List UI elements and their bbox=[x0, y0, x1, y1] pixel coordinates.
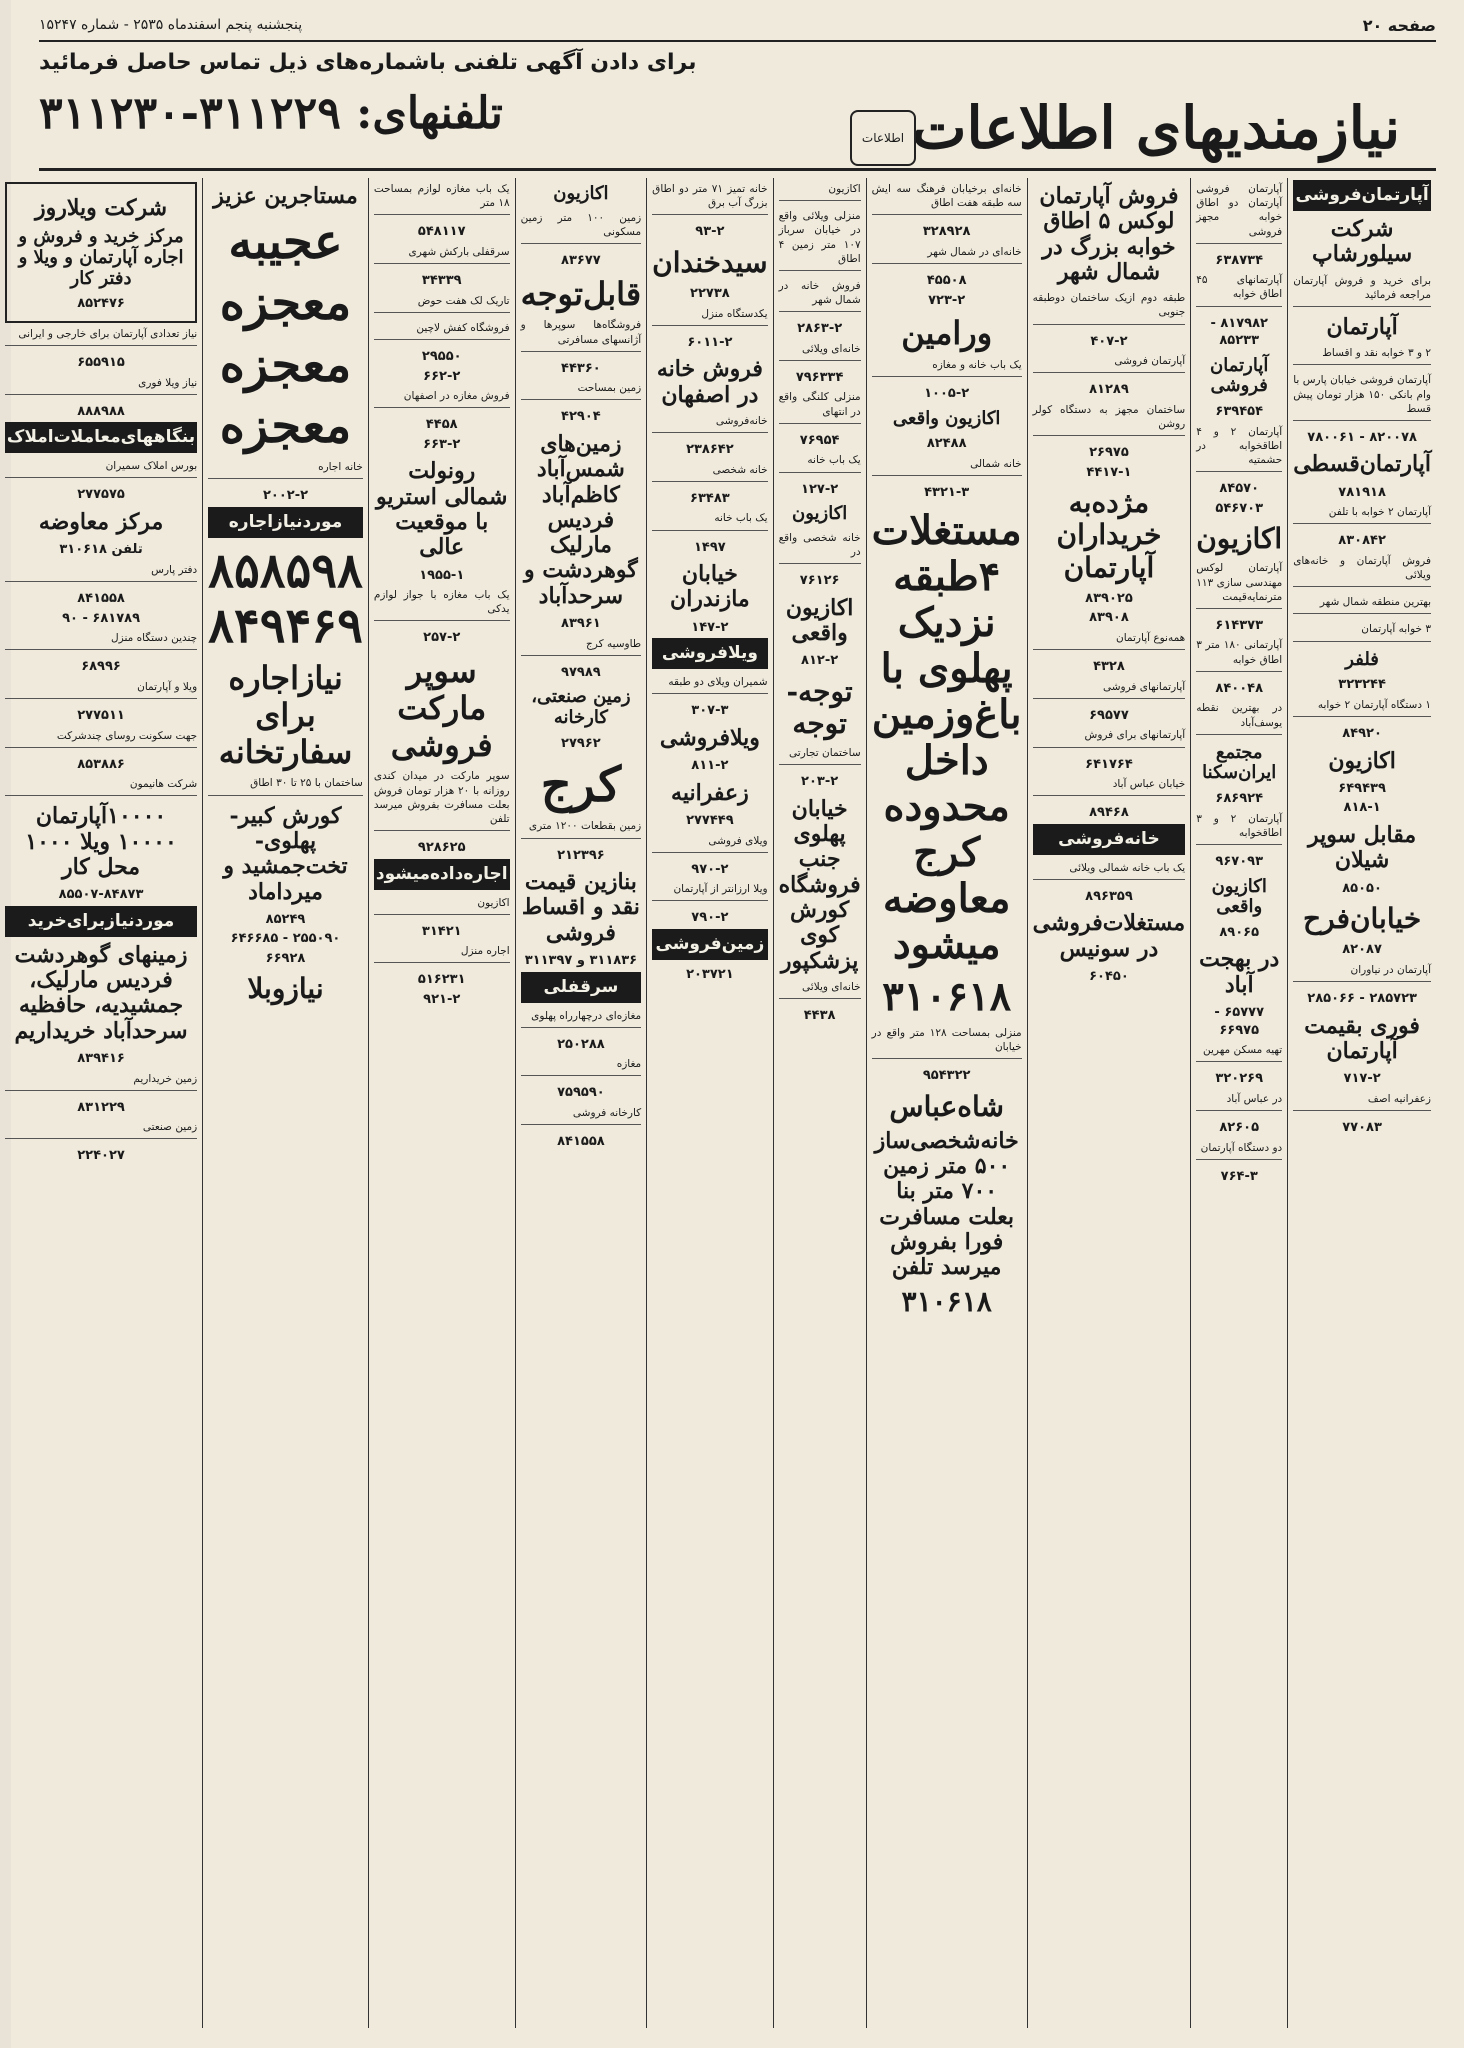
ad-headline: اکازیون واقعی bbox=[785, 594, 854, 646]
ad-headline: فروش خانه در اصفهان bbox=[656, 356, 763, 408]
ad-text: همه‌نوع آپارتمان bbox=[1033, 631, 1186, 650]
ad-text: آپارتمان ۲ و ۳ اطاقخوابه bbox=[1196, 812, 1282, 845]
ad-text: دفتر پارس bbox=[5, 563, 197, 582]
boxed-ad-phone: ۸۵۲۴۷۶ bbox=[77, 296, 125, 312]
ad-text: مغازه‌ای درچهارراه پهلوی bbox=[521, 1009, 642, 1028]
ad-text: منزلی کلنگی واقع در انتهای bbox=[779, 390, 861, 423]
ad-phone: ۲۰۳-۲ bbox=[801, 774, 839, 790]
ad-headline: آپارتمان فروشی bbox=[1210, 354, 1269, 397]
ad-column bbox=[202, 178, 368, 2028]
ad-headline: مجتمع ایران‌سکنا bbox=[1202, 741, 1277, 784]
ad-text: خانه شمالی bbox=[872, 457, 1022, 476]
ad-text: یک باب خانه شمالی ویلائی bbox=[1033, 861, 1186, 880]
ad-headline: در بهجت آباد bbox=[1199, 946, 1280, 998]
ad-headline: مستغلات ۴طبقه نزدیک پهلوی با باغ‌وزمین داخل محدوده کرج معاوضه میشود bbox=[871, 506, 1022, 968]
ad-phone: ۶۸۱۷۸۹ - ۹۰ bbox=[62, 610, 140, 626]
ad-headline: قابل‌توجه bbox=[520, 274, 642, 313]
ad-phone: ۸۴۱۵۵۸ bbox=[77, 591, 125, 607]
ad-headline: سیدخندان bbox=[652, 245, 768, 279]
ad-headline: مژده‌به خریداران آپارتمان bbox=[1056, 486, 1162, 584]
ad-headline: خانه‌شخصی‌ساز ۵۰۰ متر زمین ۷۰۰ متر بنا بعلت مسافرت فورا بفروش میرسد تلفن bbox=[874, 1127, 1019, 1281]
ad-headline: اکازیون bbox=[791, 503, 848, 525]
section-heading: زمین‌فروشی bbox=[652, 929, 767, 960]
ad-phone: ۸۴۰۰۴۸ bbox=[1215, 680, 1264, 696]
ad-text: شمیران ویلای دو طبقه bbox=[652, 675, 767, 694]
ad-phone: ۲۱۲۳۹۶ bbox=[557, 847, 605, 863]
ad-phone: ۹۲۸۶۲۵ bbox=[417, 840, 466, 856]
ad-phone: ۲۰۳۷۲۱ bbox=[686, 966, 734, 982]
ad-text: آپارتمانهای فروشی bbox=[1033, 680, 1186, 699]
ad-phone: ۲۷۷۵۷۵ bbox=[77, 487, 125, 503]
ad-phone: ۱۴۷-۲ bbox=[691, 619, 729, 635]
ad-phone: ۳۲۰۲۶۹ bbox=[1215, 1071, 1264, 1087]
ad-phone: ۲۳۸۶۴۲ bbox=[686, 442, 734, 458]
ad-text: آپارتمان فروشی bbox=[1033, 354, 1186, 373]
ad-phone: ۸۵۵۰۷-۸۴۸۷۳ bbox=[58, 887, 144, 903]
ad-text: سوپر مارکت در میدان کندی روزانه با ۲۰ هزار تومان فروش بعلت مسافرت بفروش میرسد تلفن bbox=[374, 769, 510, 831]
ad-phone: ۳۴۳۳۹ bbox=[421, 273, 462, 289]
ad-phone: ۷۶۹۵۴ bbox=[799, 432, 840, 448]
ad-text: بهترین منطقه شمال شهر bbox=[1293, 595, 1431, 614]
ad-phone: ۸۹۰۶۵ bbox=[1219, 924, 1260, 940]
newspaper-logo bbox=[850, 110, 916, 166]
ad-phone: ۸۳۹۰۸ bbox=[1089, 610, 1129, 626]
ad-headline: مرکز معاوضه bbox=[38, 509, 164, 535]
ad-text: آپارتمان لوکس مهندسی سازی ۱۱۳ مترنمایه‌قیمت bbox=[1196, 561, 1282, 609]
ad-phone: ۹۵۴۳۲۲ bbox=[922, 1067, 971, 1083]
section-heading: اجاره‌داده‌میشود bbox=[374, 859, 510, 890]
ad-headline: خیابان پهلوی جنب فروشگاه کورش کوی پزشکپور bbox=[778, 795, 861, 974]
ad-phone: ۶۴۱۷۶۴ bbox=[1085, 756, 1133, 772]
ad-text: تهیه مسکن مهرین bbox=[1196, 1043, 1282, 1062]
ad-text: دو دستگاه آپارتمان bbox=[1196, 1141, 1282, 1160]
ad-phone: ۲۰۰۲-۲ bbox=[262, 488, 309, 504]
ad-text: نیاز ویلا فوری bbox=[5, 376, 197, 395]
section-heading: مورد‌نیاز‌اجاره bbox=[208, 507, 363, 538]
ad-text: برای خرید و فروش آپارتمان مراجعه فرمائید bbox=[1293, 274, 1431, 307]
ad-phone: ۸۵۰۵۰ bbox=[1342, 880, 1382, 896]
ad-phone: ۳۰۷-۳ bbox=[691, 703, 729, 719]
ad-headline: مستاجرین عزیز bbox=[213, 183, 358, 209]
ad-phone: ۸۲۰۰۷۸ - ۷۸۰۰۶۱ bbox=[1307, 429, 1417, 445]
section-heading: بنگاههای‌معاملات‌املاک bbox=[5, 422, 197, 453]
ad-phone: ۲۸۵۷۲۳ - ۲۸۵۰۶۶ bbox=[1307, 991, 1417, 1007]
ad-headline: خیابان‌فرح bbox=[1303, 902, 1422, 936]
ad-phone: ۲۵۰۲۸۸ bbox=[557, 1036, 605, 1052]
ad-phone: ۸۱۷۹۸۲ - ۸۵۲۳۳ bbox=[1210, 315, 1268, 349]
ad-text: ویلا و آپارتمان bbox=[5, 680, 197, 699]
ad-text: ویلای فروشی bbox=[652, 834, 767, 853]
ad-phone: ۲۲۴۰۲۷ bbox=[77, 1148, 125, 1164]
ad-phone: ۶۶۹۲۸ bbox=[265, 950, 306, 966]
section-heading: خانه‌فروشی bbox=[1033, 824, 1186, 855]
ad-phone: ۲۶۹۷۵ bbox=[1089, 445, 1129, 461]
ad-headline: ۱۰۰۰۰آپارتمان ۱۰۰۰۰ ویلا ۱۰۰۰ محل کار bbox=[25, 803, 177, 881]
ad-phone: ۴۴۳۸ bbox=[803, 1008, 836, 1024]
ad-text: خانه‌فروشی bbox=[652, 414, 767, 433]
ad-phone: ۸۳۰۸۴۲ bbox=[1338, 533, 1386, 549]
masthead bbox=[39, 48, 1436, 171]
ad-phone: ۶۸۶۹۲۴ bbox=[1215, 791, 1264, 807]
ad-text: چندین دستگاه منزل bbox=[5, 631, 197, 650]
ad-headline: اکازیون bbox=[553, 183, 609, 204]
ad-text: اجاره منزل bbox=[374, 944, 510, 963]
ad-phone: ۹۲۱-۲ bbox=[423, 991, 461, 1007]
section-heading: ویلافروشی bbox=[652, 638, 767, 669]
ad-text: ۱ دستگاه آپارتمان ۲ خوابه bbox=[1293, 698, 1431, 717]
ad-text: زمین بمساحت bbox=[521, 381, 642, 400]
ad-headline: کورش کبیر- پهلوی- تخت‌جمشید و میرداماد bbox=[223, 802, 348, 905]
ad-phone: ۵۴۶۷۰۳ bbox=[1215, 500, 1264, 516]
ad-headline: اکازیون bbox=[1328, 747, 1396, 774]
ad-column bbox=[0, 178, 202, 2028]
ad-column bbox=[1027, 178, 1191, 2028]
ad-text: فروش مغازه در اصفهان bbox=[374, 389, 510, 408]
ad-headline: ۳۱۰۶۱۸ bbox=[901, 1285, 992, 1319]
ad-headline: زعفرانیه bbox=[671, 779, 749, 806]
ad-headline: ۸۵۸۵۹۸ ۸۴۹۴۶۹ bbox=[208, 542, 363, 654]
ad-phone: ۷۸۱۹۱۸ bbox=[1338, 484, 1386, 500]
ad-phone: ۳۲۳۲۴۴ bbox=[1338, 677, 1386, 693]
ad-text: خانه شخصی bbox=[652, 463, 767, 482]
ad-text: جهت سکونت روسای چندشرکت bbox=[5, 729, 197, 748]
ad-phone: ۲۹۵۵۰ bbox=[421, 348, 462, 364]
ad-phone: ۲۵۷-۲ bbox=[423, 630, 461, 646]
ad-column bbox=[368, 178, 515, 2028]
ad-phone: ۱۲۷-۲ bbox=[801, 481, 839, 497]
ad-headline: شرکت سیلورشاپ bbox=[1312, 215, 1413, 268]
ad-text: ۲ و ۳ خوابه نقد و اقساط bbox=[1293, 346, 1431, 365]
ad-headline: ۳۱۰۶۱۸ bbox=[882, 972, 1012, 1020]
ad-phone: ۶۹۵۷۷ bbox=[1089, 707, 1129, 723]
ad-text: ساختمان تجارتی bbox=[779, 746, 861, 765]
ad-headline: شاه‌عباس bbox=[889, 1089, 1004, 1123]
ad-phone: ۳۱۴۲۱ bbox=[421, 923, 462, 939]
ad-phone: ۸۲۴۸۸ bbox=[926, 436, 967, 452]
ad-phone: ۶۴۹۴۳۹ bbox=[1338, 780, 1386, 796]
ad-phone: ۸۳۹۴۱۶ bbox=[77, 1051, 125, 1066]
ad-column bbox=[1287, 178, 1436, 2028]
ad-phone: ۸۱۲۸۹ bbox=[1089, 382, 1129, 398]
ad-phone: ۸۳۱۲۲۹ bbox=[77, 1099, 125, 1115]
ad-phone: ۲۷۷۵۱۱ bbox=[77, 708, 125, 723]
ad-phone: ۴۳۲۱-۳ bbox=[924, 485, 970, 501]
ad-phone: ۶۳۹۴۵۴ bbox=[1215, 404, 1264, 420]
logo-text: اطلاعات bbox=[861, 131, 905, 145]
ad-text: تاریک لک هفت حوض bbox=[374, 294, 510, 313]
ad-phone: ۸۳۹۰۲۵ bbox=[1085, 590, 1133, 606]
ad-headline: ورامین bbox=[901, 314, 993, 353]
ad-headline: فلفر bbox=[1345, 648, 1379, 670]
ad-headline: عجیبه bbox=[228, 214, 343, 271]
ad-phone: ۵۴۸۱۱۷ bbox=[417, 224, 466, 240]
ad-text: آپارتمان در نیاوران bbox=[1293, 963, 1431, 982]
ad-phone: ۳۱۱۸۳۶ و ۳۱۱۳۹۷ bbox=[524, 953, 638, 969]
ad-phone: ۸۴۵۷۰ bbox=[1219, 481, 1260, 497]
ad-text: بورس املاک سمیران bbox=[5, 459, 197, 478]
ad-phone: ۷۹۰-۲ bbox=[691, 910, 729, 926]
ad-columns bbox=[6, 178, 1436, 2028]
ad-phone: ۶۵۵۹۱۵ bbox=[77, 355, 125, 371]
ad-phone: ۷۵۹۵۹۰ bbox=[557, 1085, 605, 1101]
ad-text: سرقفلی بارکش شهری bbox=[374, 245, 510, 264]
ad-text: یکدستگاه منزل bbox=[652, 307, 767, 326]
ad-headline: معجزه bbox=[219, 275, 352, 332]
ad-phone: ۴۵۵۰۸ bbox=[926, 273, 967, 289]
boxed-ad-title: شرکت ویلاروز bbox=[35, 195, 168, 221]
ad-text: یک باب خانه bbox=[652, 511, 767, 530]
section-heading: سرقفلی bbox=[521, 972, 642, 1003]
ad-phone: ۴۴۳۶۰ bbox=[561, 360, 601, 376]
contact-phones: تلفنهای: ۳۱۱۲۲۹-۳۱۱۲۳۰ bbox=[39, 88, 503, 139]
ad-text: زمین بقطعات ۱۲۰۰ متری bbox=[521, 819, 642, 838]
ad-text: آپارتمانی ۱۸۰ متر ۳ اطاق خوابه bbox=[1196, 638, 1282, 671]
section-heading: مورد‌نیاز‌برای‌خرید bbox=[5, 906, 197, 937]
ad-headline: معجزه bbox=[219, 397, 352, 454]
ad-headline: خیابان مازندران bbox=[670, 561, 750, 613]
ad-text: یک باب مغازه با جواز لوازم یدکی bbox=[374, 588, 510, 621]
ad-headline: اکازیون bbox=[1196, 522, 1283, 556]
ad-phone: ۸۱۲-۲ bbox=[801, 653, 839, 669]
ad-phone: ۲۸۶۳-۲ bbox=[797, 321, 843, 337]
ad-text: آپارتمان فروشی خیابان پارس با وام بانکی ۱۵۰ هزار تومان پیش قسط bbox=[1293, 373, 1431, 421]
ad-text: خانه‌ای برخیابان فرهنگ سه ایش سه طبقه هفت اطاق bbox=[872, 182, 1022, 215]
ad-text: آپارتمانهای ۴۵ اطاق خوابه bbox=[1196, 273, 1282, 306]
ad-text: در بهترین نقطه یوسف‌آباد bbox=[1196, 701, 1282, 734]
ad-text: یک باب مغازه لوازم بمساحت ۱۸ متر bbox=[374, 182, 510, 215]
ad-phone: ۶۶۲-۲ bbox=[423, 368, 461, 384]
boxed-ad bbox=[5, 182, 197, 323]
ad-phone: ۷۷۰۸۳ bbox=[1342, 1119, 1382, 1135]
ad-phone: ۶۸۹۹۶ bbox=[81, 659, 121, 675]
ad-phone: ۶۶۳-۲ bbox=[423, 436, 461, 452]
ad-column bbox=[646, 178, 772, 2028]
ad-text: زمین خریداریم bbox=[5, 1072, 197, 1091]
ad-phone: ۸۳۹۶۱ bbox=[561, 616, 601, 632]
ad-text: خانه‌ای ویلائی bbox=[779, 342, 861, 361]
ad-headline: آپارتمان bbox=[1326, 313, 1398, 340]
ad-phone: ۴۰۷-۲ bbox=[1090, 333, 1128, 349]
ad-text: کارخانه فروشی bbox=[521, 1106, 642, 1125]
newspaper-page bbox=[6, 0, 1464, 2048]
ad-phone: ۸۹۶۳۵۹ bbox=[1085, 888, 1133, 904]
ad-text: فروشگاه‌ها سوپرها و آژانسهای مسافرتی bbox=[521, 318, 642, 351]
ad-phone: ۷۶۱۲۶ bbox=[799, 573, 840, 589]
ad-phone: ۱۰۰۵-۲ bbox=[924, 386, 970, 402]
ad-headline: اکازیون واقعی bbox=[1211, 875, 1267, 918]
issue-date-line: پنجشنبه پنجم اسفندماه ۲۵۳۵ - شماره ۱۵۲۴۷ bbox=[39, 17, 303, 33]
ad-text: طاوسیه کرج bbox=[521, 637, 642, 656]
ad-headline: بنازین قیمت نقد و اقساط فروشی bbox=[521, 869, 640, 946]
ad-phone: ۶۱۴۳۷۳ bbox=[1215, 617, 1264, 633]
ad-phone: ۸۵۳۸۸۶ bbox=[77, 756, 125, 772]
ad-phone: ۶۵۷۷۷ - ۶۶۹۷۵ bbox=[1214, 1005, 1265, 1038]
ad-text: آپارتمان ۲ خوابه با تلفن bbox=[1293, 505, 1431, 524]
ad-phone: ۶۰۴۵۰ bbox=[1089, 969, 1129, 985]
contact-instructions: برای دادن آگهی تلفنی باشماره‌های ذیل تماس حاصل فرمائید bbox=[39, 50, 697, 75]
ad-text: یک باب خانه bbox=[779, 453, 861, 472]
ad-headline: سوپر مارکت فروشی bbox=[390, 651, 493, 764]
ad-text: فروشگاه کفش لاچین bbox=[374, 321, 510, 340]
section-heading: آپارتمان‌فروشی bbox=[1293, 180, 1431, 211]
ad-headline: رونولت شمالی استریو با موقعیت عالی bbox=[376, 458, 508, 561]
ad-text: خانه‌ای در شمال شهر bbox=[872, 245, 1022, 264]
ad-phone: ۱۴۹۷ bbox=[694, 539, 726, 555]
ad-text: طبقه دوم ازیک ساختمان دوطبقه جنوبی bbox=[1033, 291, 1186, 324]
ad-column bbox=[773, 178, 866, 2028]
ad-phone: ۷۱۷-۲ bbox=[1343, 1071, 1381, 1087]
ad-phone: ۴۳۲۸ bbox=[1093, 659, 1125, 675]
ad-text: آپارتمان فروشی آپارتمان دو اطاق خوابه مجهز فروشی bbox=[1196, 182, 1282, 244]
ad-phone: ۲۵۵۰۹۰ - ۶۴۶۶۸۵ bbox=[230, 931, 341, 947]
ad-phone: ۹۳-۲ bbox=[695, 224, 725, 240]
ad-headline: نیاز‌اجاره برای سفارتخانه bbox=[218, 659, 353, 771]
ad-phone: ۷۹۶۳۳۴ bbox=[795, 369, 844, 385]
ad-phone: ۹۷۹۸۹ bbox=[561, 664, 601, 680]
ad-headline: توجه-توجه bbox=[786, 674, 853, 740]
ad-text: زمین ۱۰۰ متر زمین مسکونی bbox=[521, 211, 642, 244]
ad-phone: ۸۹۴۶۸ bbox=[1089, 805, 1129, 821]
ad-headline: فوری بقیمت آپارتمان bbox=[1304, 1012, 1420, 1064]
ad-phone: ۶۳۸۷۳۴ bbox=[1215, 252, 1264, 268]
ad-phone: ۴۴۱۷-۱ bbox=[1086, 464, 1132, 480]
ad-text: در عباس آباد bbox=[1196, 1092, 1282, 1111]
ad-headline: زمین‌های شمس‌آباد کاظم‌آباد فردیس مارلیک گوهردشت و سرحدآباد bbox=[524, 430, 638, 609]
boxed-ad-text: مرکز خرید و فروش و اجاره آپارتمان و ویلا و دفتر کار bbox=[18, 226, 184, 289]
ad-phone: ۶۰۱۱-۲ bbox=[687, 334, 733, 350]
ad-phone: ۷۶۴-۳ bbox=[1220, 1168, 1258, 1184]
ad-phone: ۲۷۷۴۴۹ bbox=[686, 813, 734, 829]
ad-phone: ۵۱۶۲۳۱ bbox=[417, 972, 466, 988]
ad-text: زمین صنعتی bbox=[5, 1120, 197, 1139]
ad-phone: ۴۲۹۰۴ bbox=[561, 409, 601, 425]
ad-phone: ۸۳۶۷۷ bbox=[561, 253, 601, 269]
ad-headline: ویلافروشی bbox=[659, 724, 760, 751]
ad-text: خانه تمیز ۷۱ متر دو اطاق بزرگ آب برق bbox=[652, 182, 767, 215]
ad-text: خیابان عباس آباد bbox=[1033, 777, 1186, 796]
ad-phone: ۹۶۷۰۹۳ bbox=[1215, 853, 1264, 869]
ad-text: فروش آپارتمان و خانه‌های ویلائی bbox=[1293, 554, 1431, 587]
ad-text: یک باب خانه و مغازه bbox=[872, 358, 1022, 377]
ad-headline: کرج bbox=[540, 757, 622, 814]
ad-headline: فروش آپارتمان لوکس ۵ اطاق خوابه بزرگ در شمال شهر bbox=[1039, 183, 1179, 285]
ad-headline: نیازوبلا bbox=[247, 972, 324, 1006]
ad-headline: مقابل سوپر شیلان bbox=[1308, 822, 1417, 874]
ad-phone: تلفن ۳۱۰۶۱۸ bbox=[59, 542, 143, 558]
ad-column bbox=[515, 178, 647, 2028]
ad-text: ویلا ارزانتر از آپارتمان bbox=[652, 882, 767, 901]
ad-headline: اکازیون واقعی bbox=[892, 407, 1001, 429]
ad-phone: ۸۱۸-۱ bbox=[1343, 800, 1381, 816]
ad-headline: معجزه bbox=[219, 336, 352, 393]
ad-text: منزلی ویلائی واقع در خیابان سرباز ۱۰۷ متر زمین ۴ اطاق bbox=[779, 209, 861, 271]
ad-phone: ۸۲۰۸۷ bbox=[1342, 942, 1382, 958]
ad-text: خانه اجاره bbox=[208, 460, 363, 479]
ad-text: خانه شخصی واقع در bbox=[779, 531, 861, 564]
ad-column bbox=[1190, 178, 1287, 2028]
ad-text: اکازیون bbox=[779, 182, 861, 201]
ad-phone: ۲۷۹۶۲ bbox=[561, 735, 601, 751]
ad-phone: ۸۱۱-۲ bbox=[691, 758, 729, 774]
ad-text: آپارتمان ۲ و ۴ اطاقخوابه در حشمتیه bbox=[1196, 425, 1282, 473]
ad-text: منزلی بمساحت ۱۲۸ متر واقع در خیابان bbox=[872, 1026, 1022, 1059]
ad-text: خانه‌ای ویلائی bbox=[779, 980, 861, 999]
ad-headline: زمینهای گوهردشت فردیس مارلیک، جمشیدیه، حافظیه سرحدآباد خریداریم bbox=[14, 941, 188, 1044]
ad-phone: ۸۴۹۲۰ bbox=[1342, 726, 1382, 742]
ad-phone: ۹۷۰-۲ bbox=[691, 861, 729, 877]
masthead-title: نیازمندیهای اطلاعات bbox=[911, 94, 1401, 162]
ad-text: نیاز تعدادی آپارتمان برای خارجی و ایرانی bbox=[5, 327, 197, 346]
ad-phone: ۸۵۲۴۹ bbox=[265, 911, 306, 927]
ad-phone: ۲۲۷۳۸ bbox=[690, 286, 730, 302]
page-number: صفحه ۲۰ bbox=[1362, 15, 1436, 35]
ad-text: شرکت هانیمون bbox=[5, 777, 197, 796]
ad-phone: ۸۴۱۵۵۸ bbox=[557, 1134, 605, 1150]
ad-phone: ۴۴۵۸ bbox=[425, 417, 458, 433]
ad-text: اکازیون bbox=[374, 896, 510, 915]
ad-phone: ۱۹۵۵-۱ bbox=[419, 567, 465, 583]
ad-text: ساختمان مجهز به دستگاه کولر روشن bbox=[1033, 403, 1186, 436]
ad-text: ۳ خوابه آپارتمان bbox=[1293, 622, 1431, 641]
ad-text: زعفرانیه اصف bbox=[1293, 1092, 1431, 1111]
ad-text: مغازه bbox=[521, 1057, 642, 1076]
ad-phone: ۶۳۴۸۳ bbox=[690, 490, 730, 506]
ad-phone: ۳۲۸۹۲۸ bbox=[922, 224, 971, 240]
ad-phone: ۷۲۳-۲ bbox=[928, 292, 966, 308]
ad-phone: ۸۸۸۹۸۸ bbox=[77, 403, 125, 419]
ad-phone: ۸۲۶۰۵ bbox=[1219, 1120, 1260, 1135]
ad-column bbox=[866, 178, 1027, 2028]
ad-headline: زمین صنعتی، کارخانه bbox=[531, 686, 631, 729]
ad-text: ساختمان با ۲۵ تا ۳۰ اطاق bbox=[208, 776, 363, 795]
page-header-line bbox=[39, 14, 1436, 42]
ad-headline: آپارتمان‌قسطی bbox=[1293, 451, 1431, 478]
ad-headline: مستغلات‌فروشی در سونیس bbox=[1032, 910, 1186, 962]
ad-text: آپارتمانهای برای فروش bbox=[1033, 728, 1186, 747]
ad-text: فروش خانه در شمال شهر bbox=[779, 279, 861, 312]
